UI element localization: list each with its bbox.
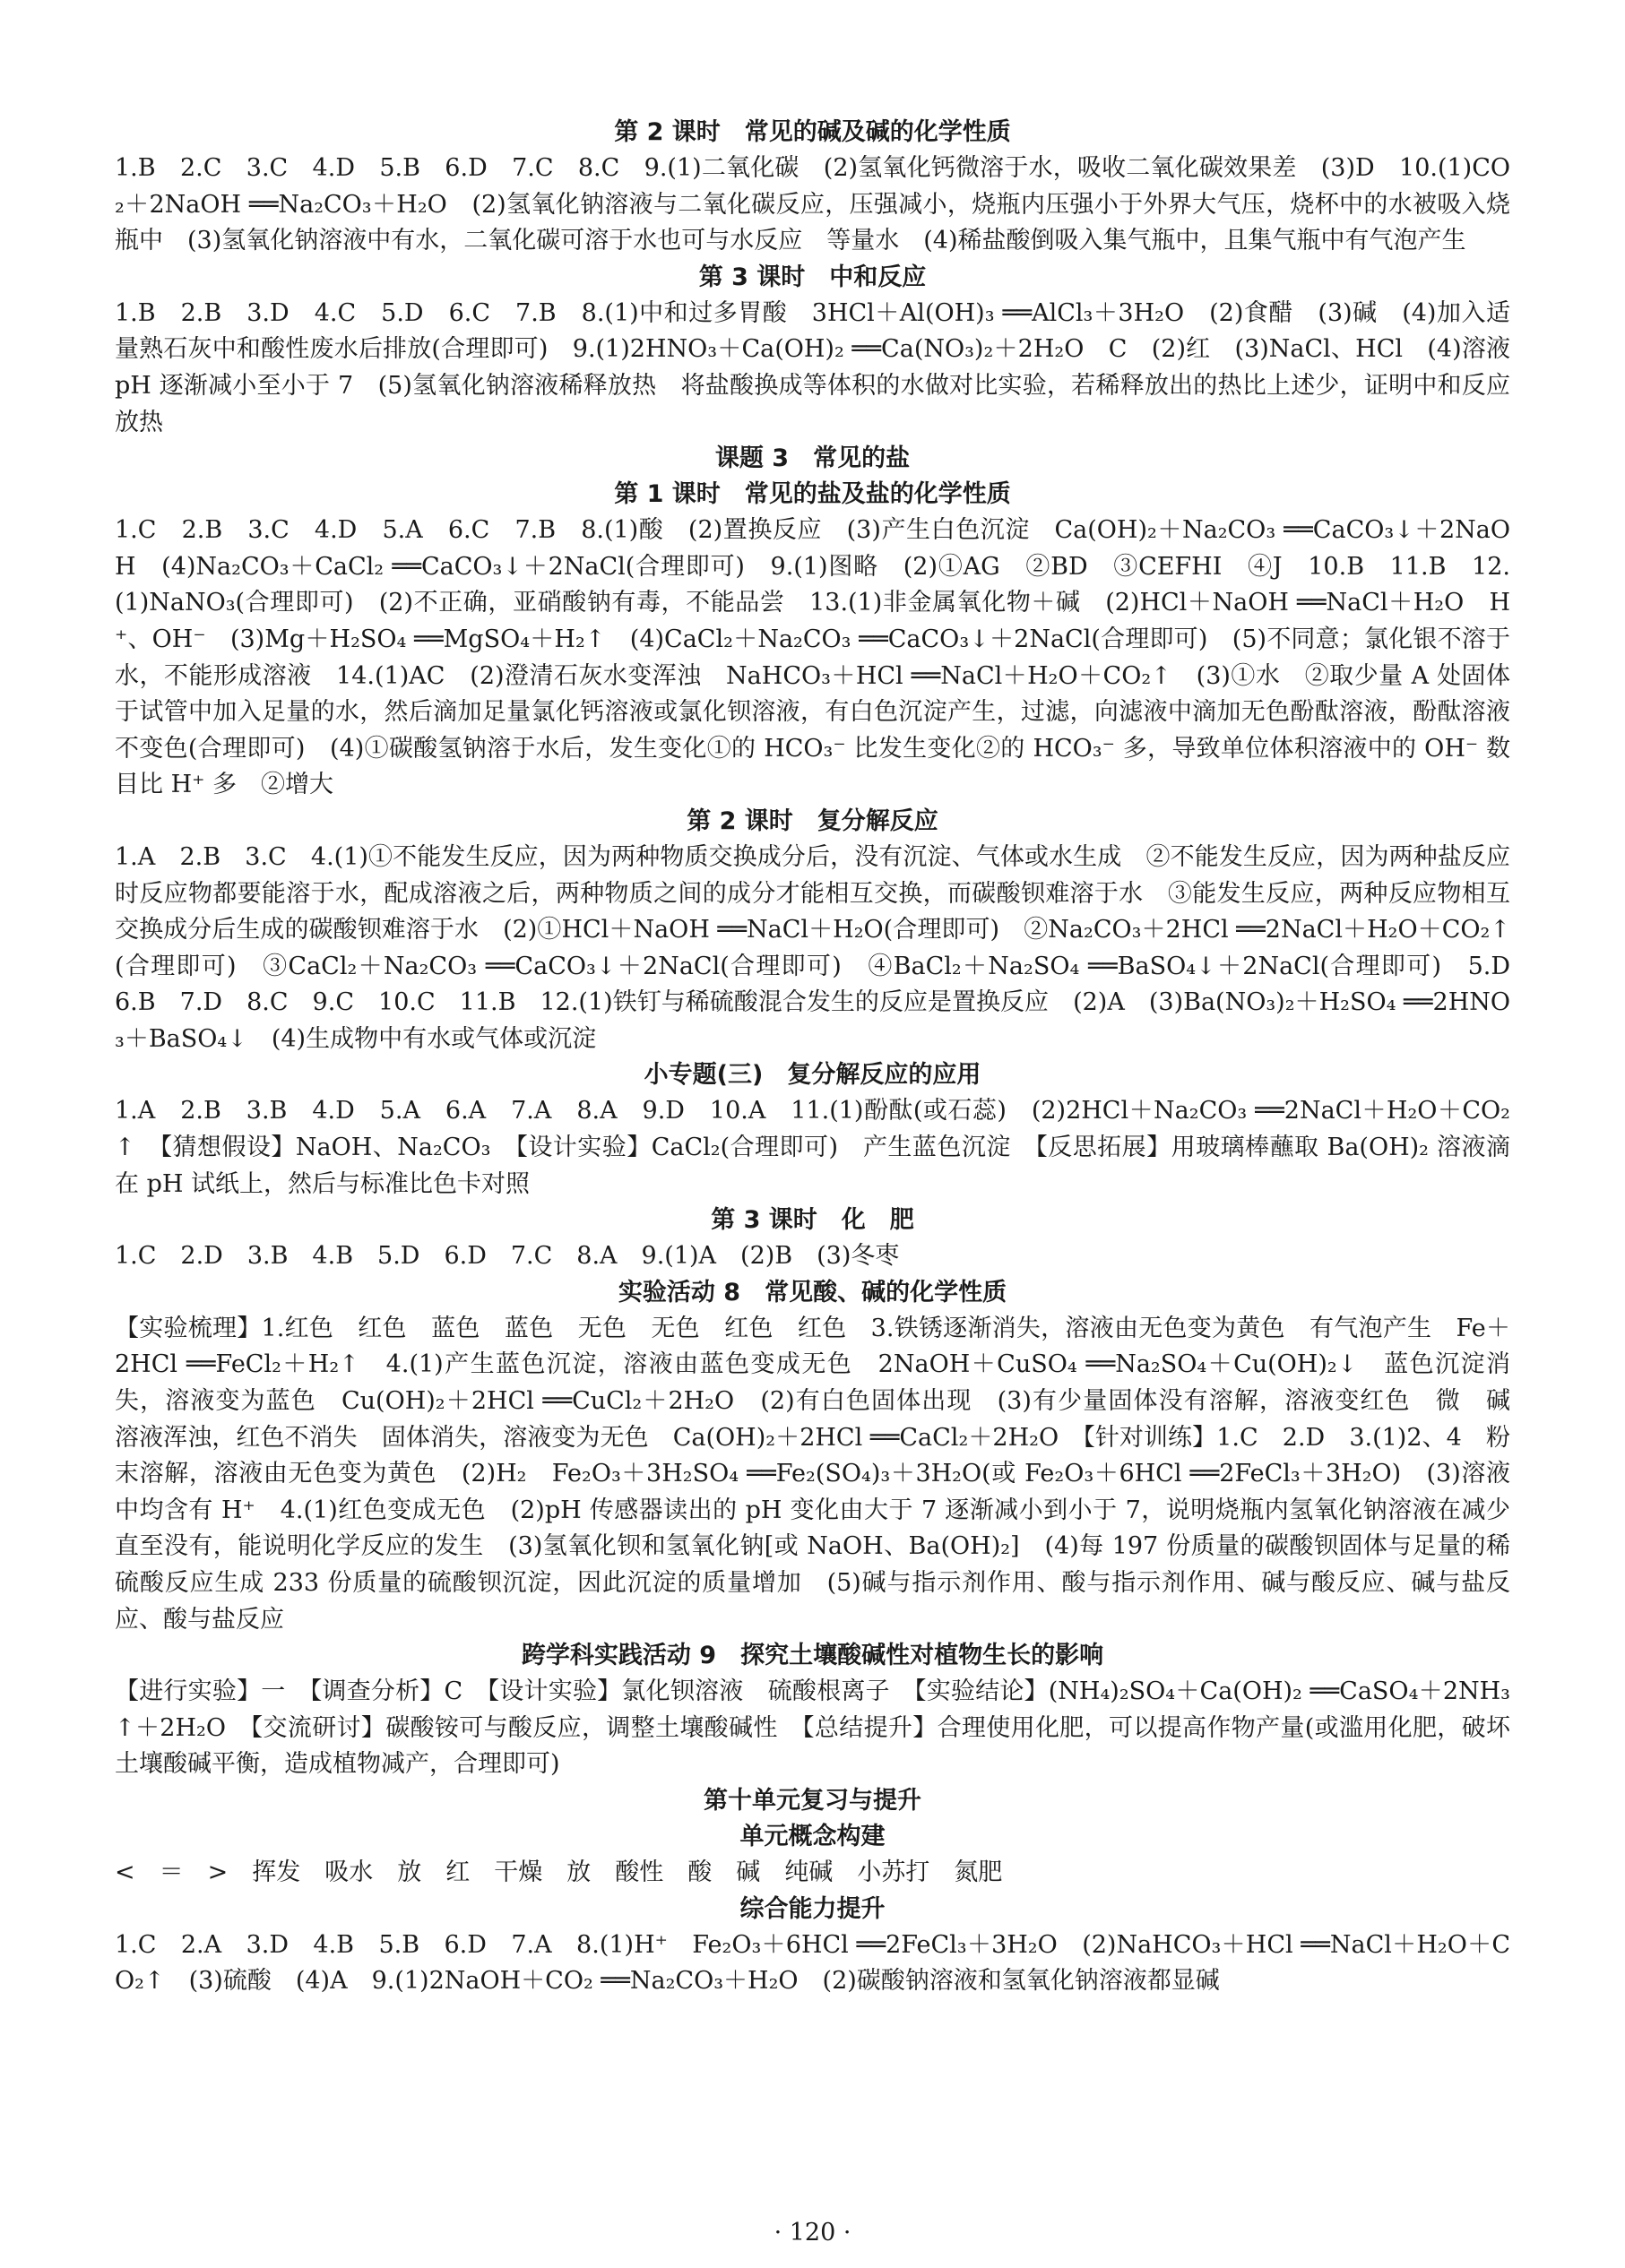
section-body: 【实验梳理】1.红色 红色 蓝色 蓝色 无色 无色 红色 红色 3.铁锈逐渐消失，溶液由无色变为黄色 有气泡产生 Fe＋2HCl ══FeCl₂＋H₂↑ 4.(1)产生蓝色沉淀，溶液由蓝色变成无色 2NaOH＋CuSO₄ ══Na₂SO₄＋Cu(OH)₂↓ 蓝色沉淀消失，溶液变为蓝色 Cu(OH)₂＋2HCl ══CuCl₂＋2H₂O (2)有白色固体出现 (3)有少量固体没有溶解，溶液变红色 微 碱 溶液浑浊，红色不消失 固体消失，溶液变为无色 Ca(OH)₂＋2HCl ══CaCl₂＋2H₂O 【针对训练】1.C 2.D 3.(1)2、4 粉末溶解，溶液由无色变为黄色 (2)H₂ Fe₂O₃＋3H₂SO₄ ══Fe₂(SO₄)₃＋3H₂O(或 Fe₂O₃＋6HCl ══2FeCl₃＋3H₂O) (3)溶液中均含有 H⁺ 4.(1)红色变成无色 (2)pH 传感器读出的 pH 变化由大于 7 逐渐减小到小于 7，说明烧瓶内氢氧化钠溶液在减少直至没有，能说明化学反应的发生 (3)氢氧化钡和氢氧化钠[或 NaOH、Ba(OH)₂] (4)每 197 份质量的碳酸钡固体与足量的稀硫酸反应生成 233 份质量的硫酸钡沉淀，因此沉淀的质量增加 (5)碱与指示剂作用、酸与指示剂作用、碱与酸反应、碱与盐反应、酸与盐反应 [115, 1314, 1534, 1634]
section-heading: 跨学科实践活动 9 探究土壤酸碱性对植物生长的影响 [521, 1642, 1104, 1670]
section-body: 1.B 2.B 3.D 4.C 5.D 6.C 7.B 8.(1)中和过多胃酸 3HCl＋Al(OH)₃ ══AlCl₃＋3H₂O (2)食醋 (3)碱 (4)加入适量熟石灰中和酸性废水后排放(合理即可) 9.(1)2HNO₃＋Ca(OH)₂ ══Ca(NO₃)₂＋2H₂O C (2)红 (3)NaCl、HCl (4)溶液 pH 逐渐减小至小于 7 (5)氢氧化钠溶液稀释放热 将盐酸换成等体积的水做对比实验，若稀释放出的热比上述少，证明中和反应放热 [115, 298, 1510, 436]
topic-heading: 课题 3 常见的盐 [714, 444, 911, 473]
section-body: 1.B 2.C 3.C 4.D 5.B 6.D 7.C 8.C 9.(1)二氧化碳 (2)氢氧化钙微溶于水，吸收二氧化碳效果差 (3)D 10.(1)CO₂＋2NaOH ══Na₂CO₃＋H₂O (2)氢氧化钠溶液与二氧化碳反应，压强减小，烧瓶内压强小于外界大气压，烧杯中的水被吸入烧瓶中 (3)氢氧化钠溶液中有水，二氧化碳可溶于水也可与水反应 等量水 (4)稀盐酸倒吸入集气瓶中，且集气瓶中有气泡产生 [115, 154, 1510, 255]
section-heading: 实验活动 8 常见酸、碱的化学性质 [618, 1278, 1007, 1306]
section-body: 1.C 2.D 3.B 4.B 5.D 6.D 7.C 8.A 9.(1)A (2)B (3)冬枣 [115, 1242, 900, 1271]
section-heading: 第 2 课时 常见的碱及碱的化学性质 [614, 118, 1011, 146]
section-body: 1.C 2.A 3.D 4.B 5.B 6.D 7.A 8.(1)H⁺ Fe₂O₃＋6HCl ══2FeCl₃＋3H₂O (2)NaHCO₃＋HCl ══NaCl＋H₂O＋CO₂↑ (3)硫酸 (4)A 9.(1)2NaOH＋CO₂ ══Na₂CO₃＋H₂O (2)碳酸钠溶液和氢氧化钠溶液都显碱 [115, 1930, 1510, 1996]
section-heading: 第 3 课时 化 肥 [711, 1206, 914, 1235]
section-heading: 第 3 课时 中和反应 [698, 263, 927, 291]
section-heading: 第 2 课时 复分解反应 [687, 806, 938, 835]
section-body: < ＝ > 挥发 吸水 放 红 干燥 放 酸性 酸 碱 纯碱 小苏打 氮肥 [115, 1858, 1003, 1886]
section-heading: 小专题(三) 复分解反应的应用 [644, 1061, 981, 1090]
section-body: 【进行实验】一 【调查分析】C 【设计实验】氯化钡溶液 硫酸根离子 【实验结论】(NH₄)₂SO₄＋Ca(OH)₂ ══CaSO₄＋2NH₃↑＋2H₂O 【交流研讨】碳酸铵可与酸反应，调整土壤酸碱性 【总结提升】合理使用化肥，可以提高作物产量(或滥用化肥，破坏土壤酸碱平衡，造成植物减产，合理即可) [115, 1677, 1510, 1779]
page-number: · 120 · [774, 2219, 851, 2246]
section-heading: 综合能力提升 [739, 1894, 886, 1923]
section-body: 1.A 2.B 3.B 4.D 5.A 6.A 7.A 8.A 9.D 10.A 11.(1)酚酞(或石蕊) (2)2HCl＋Na₂CO₃ ══2NaCl＋H₂O＋CO₂↑ 【猜想假设】NaOH、Na₂CO₃ 【设计实验】CaCl₂(合理即可) 产生蓝色沉淀 【反思拓展】用玻璃棒蘸取 Ba(OH)₂ 溶液滴在 pH 试纸上，然后与标准比色卡对照 [115, 1097, 1510, 1198]
section-body: 1.A 2.B 3.C 4.(1)①不能发生反应，因为两种物质交换成分后，没有沉淀、气体或水生成 ②不能发生反应，因为两种盐反应时反应物都要能溶于水，配成溶液之后，两种物质之间的成分才能相互交换，而碳酸钡难溶于水 ③能发生反应，两种反应物相互交换成分后生成的碳酸钡难溶于水 (2)①HCl＋NaOH ══NaCl＋H₂O(合理即可) ②Na₂CO₃＋2HCl ══2NaCl＋H₂O＋CO₂↑(合理即可) ③CaCl₂＋Na₂CO₃ ══CaCO₃↓＋2NaCl(合理即可) ④BaCl₂＋Na₂SO₄ ══BaSO₄↓＋2NaCl(合理即可) 5.D 6.B 7.D 8.C 9.C 10.C 11.B 12.(1)铁钉与稀硫酸混合发生的反应是置换反应 (2)A (3)Ba(NO₃)₂＋H₂SO₄ ══2HNO₃＋BaSO₄↓ (4)生成物中有水或气体或沉淀 [115, 842, 1534, 1053]
section-heading: 单元概念构建 [739, 1822, 886, 1850]
unit-heading: 第十单元复习与提升 [704, 1786, 921, 1815]
section-heading: 第 1 课时 常见的盐及盐的化学性质 [614, 480, 1011, 509]
section-body: 1.C 2.B 3.C 4.D 5.A 6.C 7.B 8.(1)酸 (2)置换反应 (3)产生白色沉淀 Ca(OH)₂＋Na₂CO₃ ══CaCO₃↓＋2NaOH (4)Na₂CO₃＋CaCl₂ ══CaCO₃↓＋2NaCl(合理即可) 9.(1)图略 (2)①AG ②BD ③CEFHI ④J 10.B 11.B 12.(1)NaNO₃(合理即可) (2)不正确，亚硝酸钠有毒，不能品尝 13.(1)非金属氧化物＋碱 (2)HCl＋NaOH ══NaCl＋H₂O H⁺、OH⁻ (3)Mg＋H₂SO₄ ══MgSO₄＋H₂↑ (4)CaCl₂＋Na₂CO₃ ══CaCO₃↓＋2NaCl(合理即可) (5)不同意；氯化银不溶于水，不能形成溶液 14.(1)AC (2)澄清石灰水变浑浊 NaHCO₃＋HCl ══NaCl＋H₂O＋CO₂↑ (3)①水 ②取少量 A 处固体于试管中加入足量的水，然后滴加足量氯化钙溶液或氯化钡溶液，有白色沉淀产生，过滤，向滤液中滴加无色酚酞溶液，酚酞溶液不变色(合理即可) (4)①碳酸氢钠溶于水后，发生变化①的 HCO₃⁻ 比发生变化②的 HCO₃⁻ 多，导致单位体积溶液中的 OH⁻ 数目比 H⁺ 多 ②增大 [115, 516, 1510, 799]
